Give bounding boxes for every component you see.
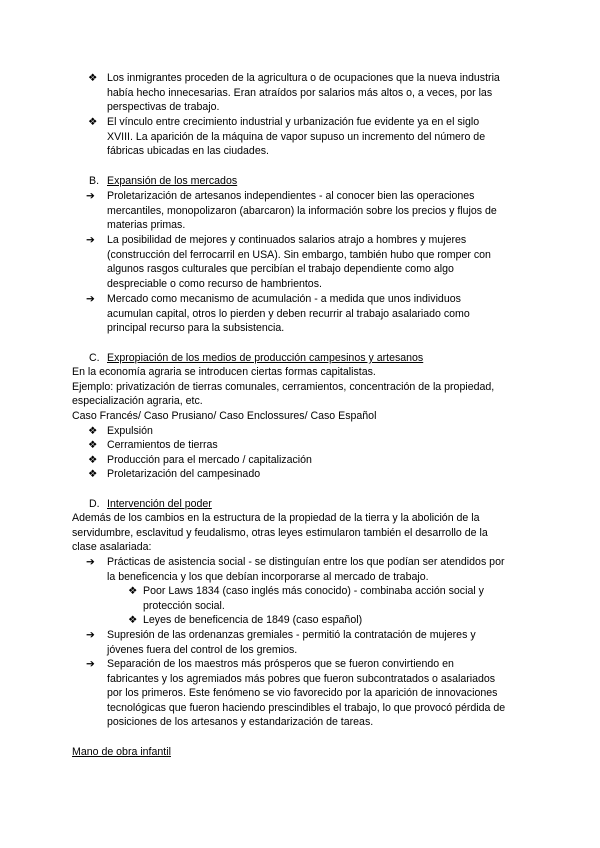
text-line: algunos rasgos culturales que percibían el trabajo dependiente como algo: [107, 263, 454, 275]
text-line: la beneficencia y los que debían incorporarse al mercado de trabajo.: [107, 571, 429, 583]
text-line: Los inmigrantes proceden de la agricultura o de ocupaciones que la nueva industria: [107, 72, 500, 84]
text-line: mercantiles, monopolizaron (abarcaron) la información sobre los precios y flujos de: [107, 205, 497, 217]
text-line: perspectivas de trabajo.: [107, 101, 220, 113]
diamond-bullet-icon: ❖: [88, 468, 98, 480]
text-line: servidumbre, esclavitud y feudalismo, otras leyes estimularon también el desarrollo de la: [72, 527, 488, 539]
text-line: Separación de los maestros más prósperos que se fueron convirtiendo en: [107, 658, 454, 670]
text-line: protección social.: [143, 600, 225, 612]
text-line: materias primas.: [107, 219, 186, 231]
text-line: Proletarización de artesanos independientes - al conocer bien las operaciones: [107, 190, 475, 202]
diamond-bullet-icon: ❖: [88, 116, 98, 128]
section-b-heading: Expansión de los mercados: [107, 175, 238, 187]
text-line: Poor Laws 1834 (caso inglés más conocido) - combinaba acción social y: [143, 585, 484, 597]
text-line: especialización agraria, etc.: [72, 395, 203, 407]
text-line: Leyes de beneficencia de 1849 (caso español): [143, 614, 363, 626]
text-line: El vínculo entre crecimiento industrial y urbanización fue evidente ya en el siglo: [107, 116, 480, 128]
text-line: posiciones de los artesanos y estandarización de tareas.: [107, 716, 374, 728]
list-item: Proletarización del campesinado: [107, 468, 261, 480]
text-line: En la economía agraria se introducen ciertas formas capitalistas.: [72, 366, 376, 378]
text-line: Caso Francés/ Caso Prusiano/ Caso Enclossures/ Caso Español: [72, 410, 377, 422]
diamond-bullet-icon: ❖: [128, 614, 138, 626]
arrow-bullet-icon: ➔: [86, 556, 95, 568]
text-line: había hecho innecesarias. Eran atraídos por salarios más altos o, a veces, por las: [107, 87, 493, 99]
text-line: despreciable o como recurso de hambrientos.: [107, 278, 322, 290]
text-line: Prácticas de asistencia social - se distinguían entre los que podían ser atendidos por: [107, 556, 505, 568]
text-line: clase asalariada:: [72, 541, 152, 553]
diamond-bullet-icon: ❖: [88, 425, 98, 437]
arrow-bullet-icon: ➔: [86, 293, 95, 305]
list-item: Cerramientos de tierras: [107, 439, 218, 451]
diamond-bullet-icon: ❖: [88, 439, 98, 451]
text-line: por los primeros. Este fenómeno se vio favorecido por la aparición de innovaciones: [107, 687, 498, 699]
text-line: Ejemplo: privatización de tierras comunales, cerramientos, concentración de la propiedad,: [72, 381, 495, 393]
section-d-heading: Intervención del poder: [107, 498, 212, 510]
text-line: Además de los cambios en la estructura de la propiedad de la tierra y la abolición de la: [72, 512, 480, 524]
text-line: fabricantes y los agremiados más pobres que fueron subcontratados o asalariados: [107, 673, 496, 685]
text-line: tecnológicas que fueron haciendo prescindibles el trabajo, lo que provocó pérdida de: [107, 702, 506, 714]
list-item: Expulsión: [107, 425, 153, 437]
text-line: Mercado como mecanismo de acumulación - a medida que unos individuos: [107, 293, 461, 305]
text-line: principal recurso para la subsistencia.: [107, 322, 285, 334]
arrow-bullet-icon: ➔: [86, 234, 95, 246]
section-letter: D.: [89, 498, 100, 510]
text-line: (construcción del ferrocarril en USA). Sin embargo, también hubo que romper con: [107, 249, 491, 261]
arrow-bullet-icon: ➔: [86, 658, 95, 670]
text-line: acumulan capital, otros lo pierden y deben recurrir al trabajo asalariado como: [107, 308, 470, 320]
text-line: La posibilidad de mejores y continuados salarios atrajo a hombres y mujeres: [107, 234, 467, 246]
list-item: Producción para el mercado / capitalización: [107, 454, 312, 466]
text-line: Supresión de las ordenanzas gremiales - permitió la contratación de mujeres y: [107, 629, 476, 641]
text-line: fábricas ubicadas en las ciudades.: [107, 145, 269, 157]
arrow-bullet-icon: ➔: [86, 629, 95, 641]
diamond-bullet-icon: ❖: [88, 72, 98, 84]
section-letter: C.: [89, 352, 100, 364]
section-c-heading: Expropiación de los medios de producción campesinos y artesanos: [107, 352, 424, 364]
mano-de-obra-heading: Mano de obra infantil: [72, 746, 171, 758]
section-letter: B.: [89, 175, 100, 187]
arrow-bullet-icon: ➔: [86, 190, 95, 202]
text-line: jóvenes fuera del control de los gremios.: [107, 644, 298, 656]
diamond-bullet-icon: ❖: [88, 454, 98, 466]
diamond-bullet-icon: ❖: [128, 585, 138, 597]
text-line: XVIII. La aparición de la máquina de vapor supuso un incremento del número de: [107, 131, 486, 143]
